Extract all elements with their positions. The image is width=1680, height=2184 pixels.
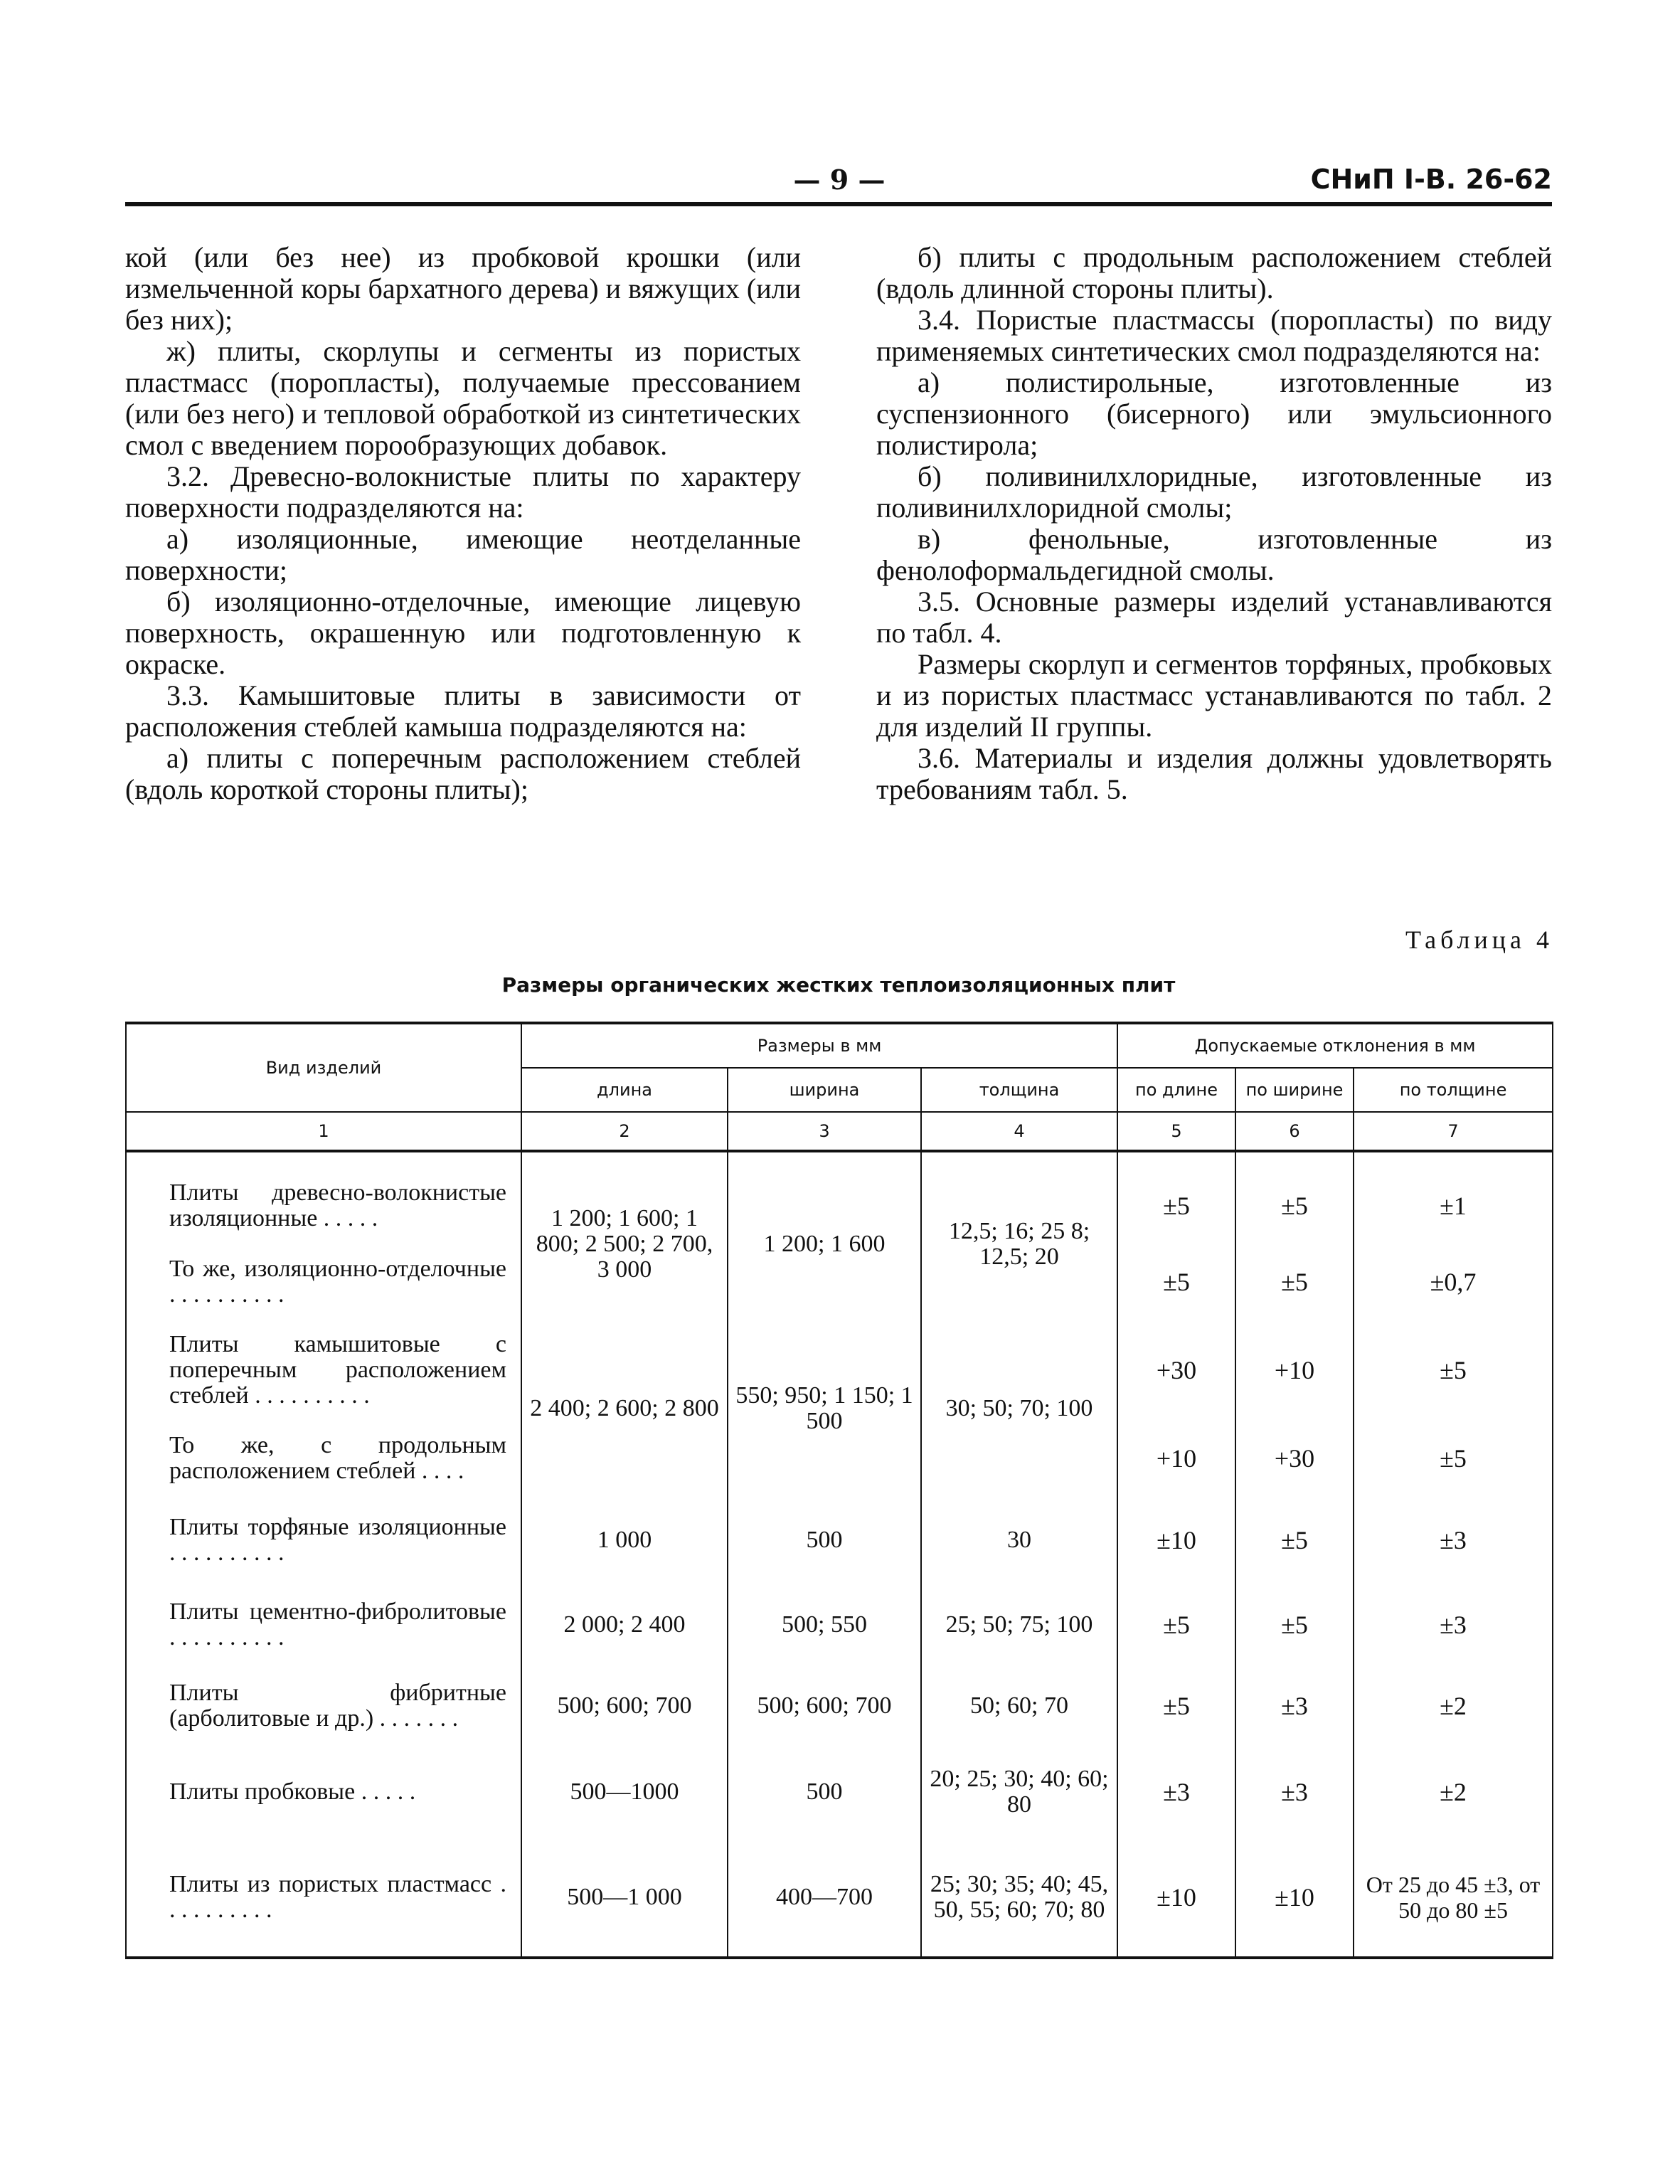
table-row: [126, 1497, 1553, 1584]
paragraph: ж) плиты, скорлупы и сегменты из пористых пластмасс (поропласты), получаемые прессованием (или без него) и тепловой обработкой из синтетических смол с введением порообразующих добавок.: [125, 335, 801, 461]
deviation-width: ±5: [1235, 1168, 1354, 1244]
row-name: Плиты торфяные изоляционные . . . . . . . . . .: [126, 1497, 521, 1584]
length-cell: 500; 600; 700: [521, 1666, 728, 1746]
width-cell: 500; 600; 700: [728, 1666, 921, 1746]
dimensions-table: [125, 1022, 1553, 1959]
thickness-cell: 25; 30; 35; 40; 45, 50, 55; 60; 70; 80: [921, 1838, 1117, 1958]
group-length-cell: 1 200; 1 600; 1 800; 2 500; 2 700, 3 000: [521, 1168, 728, 1320]
header-rule: [125, 202, 1552, 206]
column-number: 6: [1235, 1112, 1354, 1151]
deviation-thickness: ±3: [1354, 1497, 1553, 1584]
header-by-length: по длине: [1117, 1068, 1235, 1112]
document-code: СНиП I-В. 26-62: [1310, 164, 1552, 195]
paragraph: кой (или без нее) из пробковой крошки (или измельченной коры бархатного дерева) и вяжущих (или без них);: [125, 241, 801, 336]
group-width-cell: 550; 950; 1 150; 1 500: [728, 1320, 921, 1497]
width-cell: 500; 550: [728, 1584, 921, 1666]
deviation-thickness: ±3: [1354, 1584, 1553, 1666]
paragraph: 3.2. Древесно-волокнистые плиты по характеру поверхности подразделяются на:: [125, 460, 801, 524]
paragraph: б) плиты с продольным расположением стеблей (вдоль длинной стороны плиты).: [876, 241, 1552, 304]
length-cell: 500—1 000: [521, 1838, 728, 1958]
width-cell: 500: [728, 1497, 921, 1584]
deviation-width: ±10: [1235, 1838, 1354, 1958]
header-thickness: толщина: [921, 1068, 1117, 1112]
table-row: [126, 1746, 1553, 1838]
table-row: [126, 1838, 1553, 1958]
row-name: Плиты фибритные (арболитовые и др.) . . . . . . .: [126, 1666, 521, 1746]
table-row: [126, 1666, 1553, 1746]
column-number: 5: [1117, 1112, 1235, 1151]
column-number: 1: [126, 1112, 521, 1151]
deviation-width: ±5: [1235, 1584, 1354, 1666]
deviation-thickness: ±5: [1354, 1320, 1553, 1420]
row-name: То же, изоляционно-отделочные . . . . . . . . . .: [126, 1244, 521, 1320]
row-name: Плиты пробковые . . . . .: [126, 1746, 521, 1838]
length-cell: 500—1000: [521, 1746, 728, 1838]
deviation-length: ±5: [1117, 1244, 1235, 1320]
header-kind: Вид изделий: [126, 1023, 521, 1112]
group-thickness-cell: 30; 50; 70; 100: [921, 1320, 1117, 1497]
table-title: Размеры органических жестких теплоизоляционных плит: [501, 973, 1176, 997]
deviation-length: +10: [1117, 1420, 1235, 1497]
paragraph: 3.6. Материалы и изделия должны удовлетворять требованиям табл. 5.: [876, 742, 1552, 805]
paragraph: а) плиты с поперечным расположением стеблей (вдоль короткой стороны плиты);: [125, 742, 801, 805]
deviation-length: ±5: [1117, 1666, 1235, 1746]
table-container: [125, 1022, 1552, 1959]
row-name: Плиты из пористых пластмасс . . . . . . . . . .: [126, 1838, 521, 1958]
table-label: Таблица 4: [1405, 926, 1553, 954]
deviation-length: ±3: [1117, 1746, 1235, 1838]
paragraph: а) изоляционные, имеющие неотделанные поверхности;: [125, 523, 801, 586]
header-by-width: по ширине: [1235, 1068, 1354, 1112]
deviation-thickness: От 25 до 45 ±3, от 50 до 80 ±5: [1354, 1838, 1553, 1958]
paragraph: 3.4. Пористые пластмассы (поропласты) по виду применяемых синтетических смол подразделяются на:: [876, 304, 1552, 367]
deviation-width: ±5: [1235, 1497, 1354, 1584]
deviation-thickness: ±2: [1354, 1746, 1553, 1838]
deviation-thickness: ±2: [1354, 1666, 1553, 1746]
length-cell: 2 000; 2 400: [521, 1584, 728, 1666]
table-row: [126, 1168, 1553, 1244]
deviation-width: +10: [1235, 1320, 1354, 1420]
row-name: Плиты древесно-волокнистые изоляционные . . . . .: [126, 1168, 521, 1244]
paragraph: а) полистирольные, изготовленные из суспензионного (бисерного) или эмульсионного полистирола;: [876, 366, 1552, 461]
deviation-width: ±3: [1235, 1666, 1354, 1746]
paragraph: Размеры скорлуп и сегментов торфяных, пробковых и из пористых пластмасс устанавливаются по табл. 2 для изделий II группы.: [876, 648, 1552, 743]
deviation-width: ±3: [1235, 1746, 1354, 1838]
thickness-cell: 20; 25; 30; 40; 60; 80: [921, 1746, 1117, 1838]
group-thickness-cell: 12,5; 16; 25 8; 12,5; 20: [921, 1168, 1117, 1320]
deviation-length: ±10: [1117, 1838, 1235, 1958]
group-length-cell: 2 400; 2 600; 2 800: [521, 1320, 728, 1497]
deviation-thickness: ±1: [1354, 1168, 1553, 1244]
column-number: 2: [521, 1112, 728, 1151]
column-number: 4: [921, 1112, 1117, 1151]
column-number: 3: [728, 1112, 921, 1151]
deviation-length: ±5: [1117, 1168, 1235, 1244]
header-length: длина: [521, 1068, 728, 1112]
column-number: 7: [1354, 1112, 1553, 1151]
length-cell: 1 000: [521, 1497, 728, 1584]
paragraph: в) фенольные, изготовленные из фенолоформальдегидной смолы.: [876, 523, 1552, 586]
right-text-column: [876, 242, 1552, 805]
row-name: Плиты камышитовые с поперечным расположением стеблей . . . . . . . . . .: [126, 1320, 521, 1420]
group-width-cell: 1 200; 1 600: [728, 1168, 921, 1320]
paragraph: б) поливинилхлоридные, изготовленные из поливинилхлоридной смолы;: [876, 460, 1552, 524]
row-name: Плиты цементно-фибролитовые . . . . . . . . . .: [126, 1584, 521, 1666]
deviation-length: ±5: [1117, 1584, 1235, 1666]
left-text-column: [125, 242, 801, 805]
deviation-length: +30: [1117, 1320, 1235, 1420]
paragraph: б) изоляционно-отделочные, имеющие лицевую поверхность, окрашенную или подготовленную к окраске.: [125, 585, 801, 680]
deviation-length: ±10: [1117, 1497, 1235, 1584]
row-name: То же, с продольным расположением стеблей . . . .: [126, 1420, 521, 1497]
header-tolerances: Допускаемые отклонения в мм: [1117, 1023, 1553, 1068]
width-cell: 500: [728, 1746, 921, 1838]
deviation-thickness: ±0,7: [1354, 1244, 1553, 1320]
deviation-width: ±5: [1235, 1244, 1354, 1320]
paragraph: 3.5. Основные размеры изделий устанавливаются по табл. 4.: [876, 585, 1552, 649]
paragraph: 3.3. Камышитовые плиты в зависимости от расположения стеблей камыша подразделяются на:: [125, 679, 801, 743]
deviation-width: +30: [1235, 1420, 1354, 1497]
page-number: — 9 —: [793, 164, 886, 196]
header-sizes: Размеры в мм: [521, 1023, 1117, 1068]
width-cell: 400—700: [728, 1838, 921, 1958]
table-row: [126, 1320, 1553, 1420]
thickness-cell: 25; 50; 75; 100: [921, 1584, 1117, 1666]
thickness-cell: 50; 60; 70: [921, 1666, 1117, 1746]
table-row: [126, 1584, 1553, 1666]
header-by-thickness: по толщине: [1354, 1068, 1553, 1112]
thickness-cell: 30: [921, 1497, 1117, 1584]
header-width: ширина: [728, 1068, 921, 1112]
deviation-thickness: ±5: [1354, 1420, 1553, 1497]
